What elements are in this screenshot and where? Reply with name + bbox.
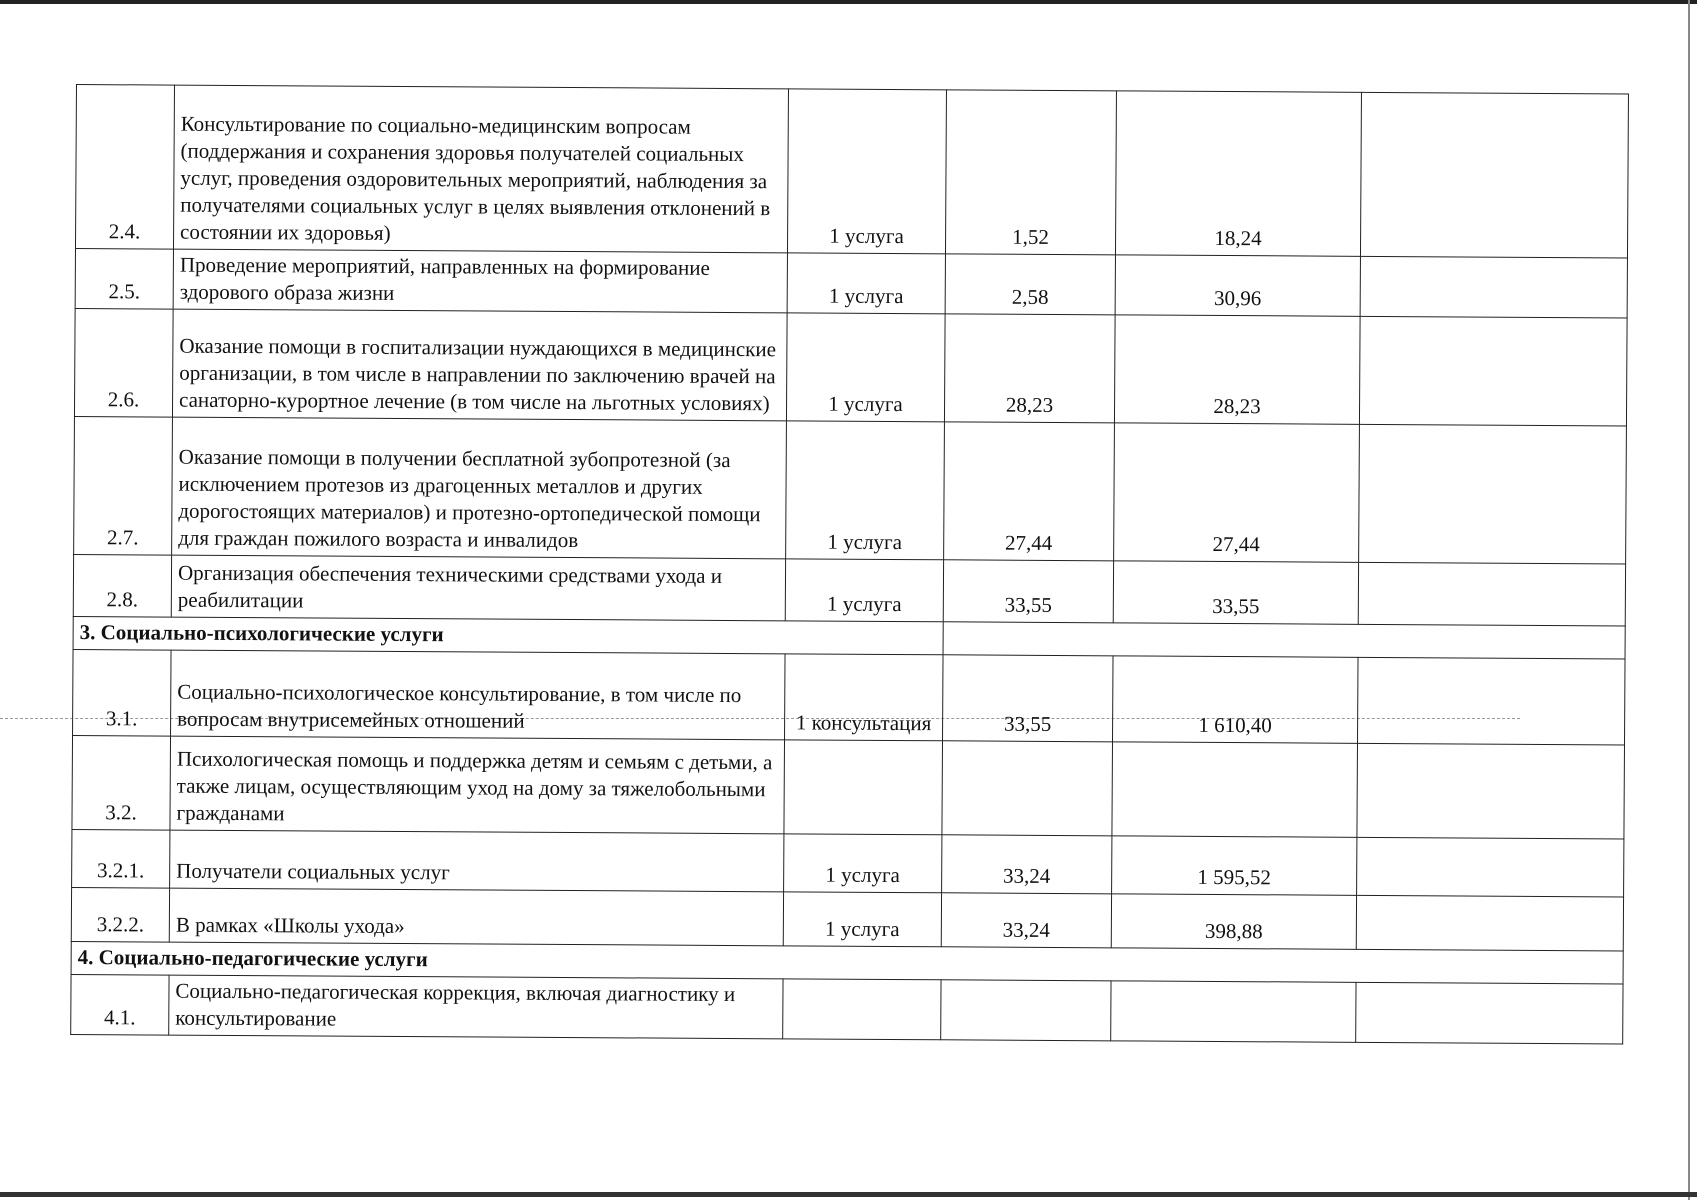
service-note [1360, 256, 1627, 318]
row-number: 2.6. [74, 308, 173, 417]
row-number: 2.7. [74, 416, 173, 555]
section-title: 4. Социально-педагогические услуги [71, 941, 1623, 983]
scan-top-edge [0, 0, 1697, 4]
table-row [74, 416, 1627, 563]
service-price: 33,24 [941, 893, 1111, 948]
service-total: 27,44 [1114, 423, 1360, 562]
service-name: Консультирование по социально-медицинским вопросам (поддержания и сохранения здоровья получателей социальных услуг, проведения оздоровительных мероприятий, наблюдения за получателями социальных услуг в целях выявления отклонений в состоянии их здоровья) [173, 85, 788, 253]
services-table [70, 84, 1629, 1044]
service-note [1357, 657, 1625, 745]
section-blank [943, 622, 1625, 659]
service-note [1357, 743, 1625, 839]
service-total [1111, 981, 1356, 1042]
row-number: 4.1. [71, 974, 169, 1035]
table-row [75, 248, 1627, 317]
document-page [70, 84, 1628, 1044]
service-name: Социально-педагогическая коррекция, включая диагностику и консультирование [169, 975, 783, 1039]
service-price: 2,58 [945, 254, 1115, 315]
service-price: 33,55 [943, 560, 1113, 623]
service-note [1356, 982, 1623, 1044]
service-price: 33,24 [942, 835, 1112, 894]
service-price [941, 980, 1111, 1041]
service-name: В рамках «Школы ухода» [169, 888, 783, 946]
service-note [1356, 895, 1623, 951]
service-name: Психологическая помощь и поддержка детям и семьям с детьми, а также лицам, осуществляющим уход на дому за тяжелобольными гражданами [170, 736, 785, 834]
table-row [72, 829, 1624, 896]
table-row [74, 308, 1627, 425]
service-total: 18,24 [1115, 91, 1361, 256]
service-unit: 1 услуга [784, 834, 942, 893]
service-name: Социально-психологическое консультирование, в том числе по вопросам внутрисемейных отношений [171, 650, 786, 740]
service-price: 1,52 [945, 90, 1116, 255]
service-note [1358, 562, 1625, 626]
service-name: Получатели социальных услуг [170, 830, 784, 892]
section-title: 3. Социально-психологические услуги [73, 616, 943, 654]
service-price [942, 741, 1113, 836]
service-unit: 1 услуга [785, 559, 943, 622]
table-row [71, 974, 1623, 1043]
service-name: Оказание помощи в получении бесплатной зубопротезной (за исключением протезов из драгоценных металлов и других дорогостоящих материалов) и протезно-ортопедической помощи для граждан пожилого возраста и инвалидов [172, 417, 787, 559]
service-total: 398,88 [1111, 894, 1356, 949]
service-note [1359, 316, 1627, 426]
scan-right-edge [1688, 0, 1690, 1200]
table-row [73, 649, 1625, 744]
service-price: 33,55 [943, 655, 1114, 742]
service-note [1359, 424, 1627, 564]
row-number: 2.4. [75, 85, 174, 250]
row-number: 3.2. [72, 735, 171, 830]
row-number: 2.5. [75, 248, 173, 309]
service-total [1112, 742, 1358, 837]
table-row [73, 554, 1625, 625]
service-unit: 1 услуга [783, 892, 941, 947]
service-unit: 1 услуга [787, 253, 945, 314]
service-total: 33,55 [1113, 561, 1358, 624]
table-row [75, 85, 1628, 258]
service-price: 27,44 [944, 422, 1115, 561]
service-unit: 1 услуга [786, 313, 945, 422]
table-row [71, 887, 1623, 950]
service-unit [783, 979, 941, 1040]
service-name: Организация обеспечения техническими средствами ухода и реабилитации [171, 555, 785, 621]
service-name: Проведение мероприятий, направленных на формирование здорового образа жизни [173, 249, 787, 313]
scan-bottom-edge [0, 1192, 1697, 1197]
row-number: 3.2.2. [71, 887, 169, 942]
table-row [72, 735, 1625, 838]
row-number: 3.2.1. [72, 829, 170, 888]
row-number: 3.1. [73, 649, 172, 736]
row-number: 2.8. [73, 554, 171, 617]
service-unit: 1 консультация [785, 654, 944, 741]
service-note [1360, 92, 1628, 258]
service-total: 1 610,40 [1113, 656, 1359, 743]
service-price: 28,23 [944, 314, 1115, 423]
service-unit: 1 услуга [786, 421, 945, 560]
service-total: 28,23 [1114, 315, 1360, 424]
service-unit: 1 услуга [787, 89, 946, 254]
service-total: 1 595,52 [1112, 836, 1357, 895]
service-total: 30,96 [1115, 255, 1360, 316]
service-note [1357, 837, 1624, 897]
service-unit [784, 740, 943, 835]
service-name: Оказание помощи в госпитализации нуждающихся в медицинские организации, в том числе в направлении по заключению врачей на санаторно-курортное лечение (в том числе на льготных условиях) [172, 309, 787, 421]
